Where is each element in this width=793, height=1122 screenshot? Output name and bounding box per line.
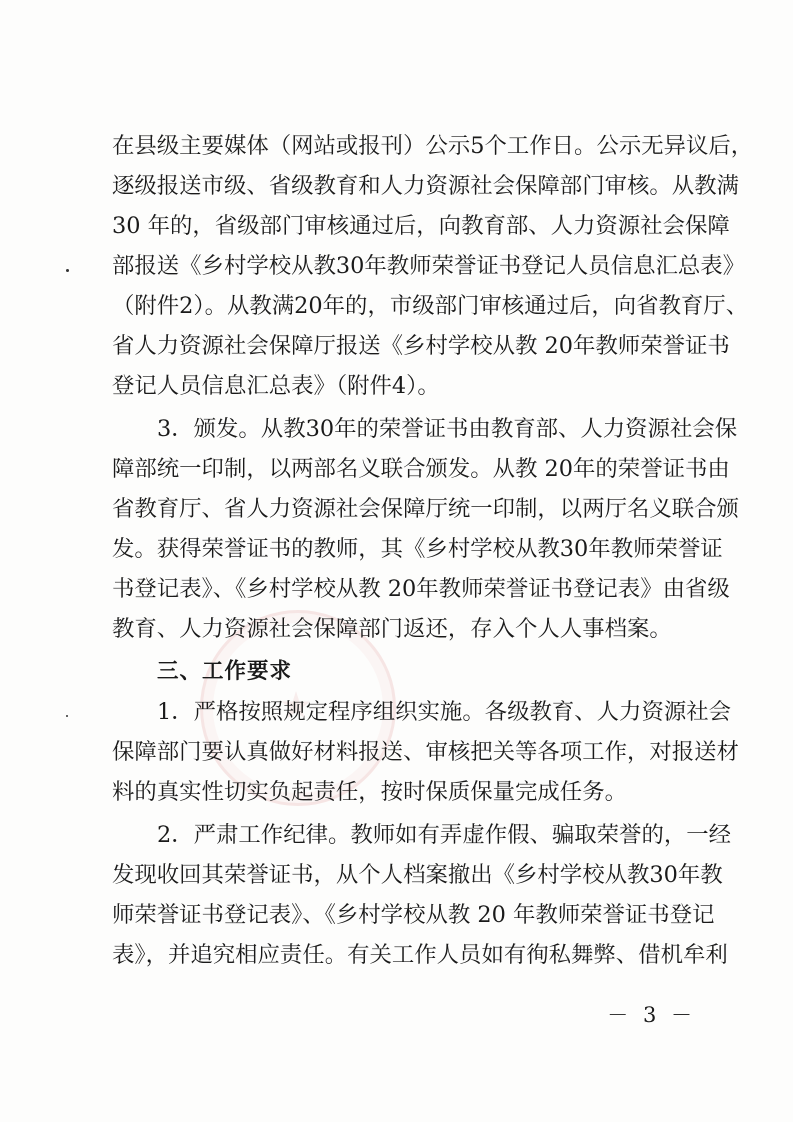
section-heading: 三、工作要求 [157, 659, 293, 684]
text-line: 省教育厅、省人力资源社会保障厅统一印制，以两厅名义联合颁 [112, 496, 739, 522]
paragraph-continuation [112, 126, 754, 406]
text-line: 教育、人力资源社会保障部门返还，存入个人人事档案。 [112, 616, 672, 642]
text-line: 在县级主要媒体（网站或报刊）公示5个工作日。公示无异议后， [112, 133, 754, 159]
text-line: 省人力资源社会保障厅报送《乡村学校从教 20年教师荣誉证书 [112, 333, 730, 359]
text-line: 发现收回其荣誉证书，从个人档案撤出《乡村学校从教30年教 [112, 862, 723, 888]
text-line: 表》，并追究相应责任。有关工作人员如有徇私舞弊、借机牟利 [112, 942, 728, 968]
text-line: 1．严格按照规定程序组织实施。各级教育、人力资源社会 [157, 699, 732, 725]
text-line: 师荣誉证书登记表》、《乡村学校从教 20 年教师荣誉证书登记 [112, 902, 715, 928]
paragraph-item-3-issuance [112, 409, 739, 649]
text-line: 料的真实性切实负起责任，按时保质保量完成任务。 [112, 779, 627, 805]
scan-mark [66, 715, 68, 717]
text-line: 30 年的，省级部门审核通过后，向教育部、人力资源社会保障 [112, 213, 730, 239]
text-line: 3．颁发。从教30年的荣誉证书由教育部、人力资源社会保 [157, 416, 738, 442]
text-line: 保障部门要认真做好材料报送、审核把关等各项工作，对报送材 [112, 739, 739, 765]
text-line: 2．严肃工作纪律。教师如有弄虚作假、骗取荣誉的，一经 [157, 822, 732, 848]
text-line: 逐级报送市级、省级教育和人力资源社会保障部门审核。从教满 [112, 173, 739, 199]
scan-mark [66, 269, 69, 272]
text-line: 部报送《乡村学校从教30年教师荣誉证书登记人员信息汇总表》 [112, 253, 746, 279]
paragraph-requirement-1 [112, 692, 739, 812]
text-line: 障部统一印制，以两部名义联合颁发。从教 20年的荣誉证书由 [112, 456, 730, 482]
text-line: 登记人员信息汇总表》（附件4）。 [112, 373, 440, 399]
document-body [112, 126, 754, 975]
paragraph-requirement-2 [112, 815, 732, 975]
page-number: － 3 － [607, 1003, 696, 1027]
text-line: 发。获得荣誉证书的教师，其《乡村学校从教30年教师荣誉证 [112, 536, 723, 562]
text-line: 书登记表》、《乡村学校从教 20年教师荣誉证书登记表》由省级 [112, 576, 730, 602]
text-line: （附件2）。从教满20年的，市级部门审核通过后，向省教育厅、 [112, 293, 749, 319]
